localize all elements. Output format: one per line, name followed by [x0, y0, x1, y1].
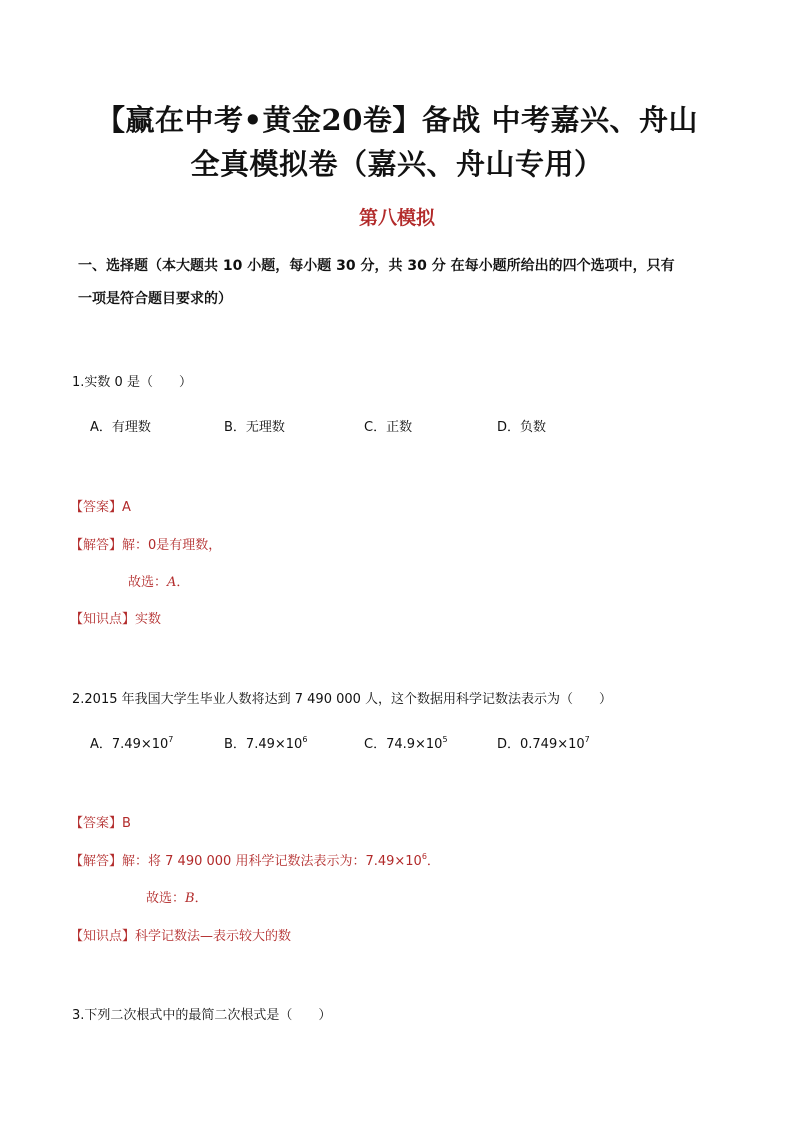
solution-text: 解：将 7 490 000 用科学记数法表示为：7.49×10 — [122, 854, 422, 869]
question-2-option-b — [224, 733, 307, 752]
question-3-stem: 3.下列二次根式中的最简二次根式是（ ） — [72, 1008, 332, 1023]
document-title-line-2: 全真模拟卷（嘉兴、舟山专用） — [190, 147, 604, 181]
question-2-option-a — [90, 733, 173, 752]
option-exponent: 5 — [442, 735, 448, 744]
question-2-option-d — [497, 733, 590, 752]
answer-value: B — [122, 816, 131, 831]
solution-exponent: 6 — [421, 852, 427, 861]
answer-value: A — [122, 500, 131, 515]
knowledge-text: 实数 — [135, 612, 162, 627]
answer-tag: 【答案】 — [70, 500, 123, 515]
answer-tag: 【答案】 — [70, 816, 123, 831]
choice-value: B — [185, 891, 195, 906]
option-exponent: 7 — [168, 735, 174, 744]
question-2-stem: 2.2015 年我国大学生毕业人数将达到 7 490 000 人，这个数据用科学记数法表示为（ ） — [72, 692, 613, 707]
choice-prefix: 故选： — [146, 891, 186, 906]
question-1-option-b: B．无理数 — [224, 420, 285, 435]
question-1-answer — [70, 496, 131, 515]
option-label: C．74.9×10 — [364, 737, 443, 752]
question-1-choice — [128, 571, 189, 590]
section-heading-line-2: 一项是符合题目要求的） — [78, 291, 232, 307]
option-label: D．0.749×10 — [497, 737, 585, 752]
knowledge-tag: 【知识点】 — [70, 929, 136, 944]
choice-suffix: ． — [176, 575, 190, 590]
option-exponent: 6 — [302, 735, 308, 744]
solution-tag: 【解答】 — [70, 538, 123, 553]
choice-prefix: 故选： — [128, 575, 168, 590]
knowledge-text: 科学记数法—表示较大的数 — [135, 929, 292, 944]
question-1-stem: 1.实数 0 是（ ） — [72, 375, 192, 390]
question-2-choice — [146, 887, 208, 906]
choice-suffix: ． — [194, 891, 208, 906]
question-2-solution — [70, 850, 440, 869]
question-1-option-a: A．有理数 — [90, 420, 151, 435]
question-2-knowledge — [70, 925, 291, 944]
question-1-option-d: D．负数 — [497, 420, 547, 435]
question-1-option-c: C．正数 — [364, 420, 413, 435]
knowledge-tag: 【知识点】 — [70, 612, 136, 627]
option-label: B．7.49×10 — [224, 737, 303, 752]
question-1-solution — [70, 534, 221, 553]
document-title-line-1: 【赢在中考•黄金20卷】备战 中考嘉兴、舟山 — [96, 103, 698, 137]
solution-end: ． — [426, 854, 440, 869]
question-1-knowledge — [70, 608, 161, 627]
section-heading-line-1: 一、选择题（本大题共 10 小题，每小题 30 分，共 30 分 在每小题所给出的四个选项中，只有 — [78, 258, 675, 274]
option-exponent: 7 — [584, 735, 590, 744]
question-2-answer — [70, 812, 131, 831]
solution-tag: 【解答】 — [70, 854, 123, 869]
question-2-option-c — [364, 733, 448, 752]
solution-text: 解：0是有理数， — [122, 538, 222, 553]
option-label: A．7.49×10 — [90, 737, 169, 752]
document-subtitle: 第八模拟 — [358, 207, 435, 229]
choice-value: A — [167, 575, 177, 590]
